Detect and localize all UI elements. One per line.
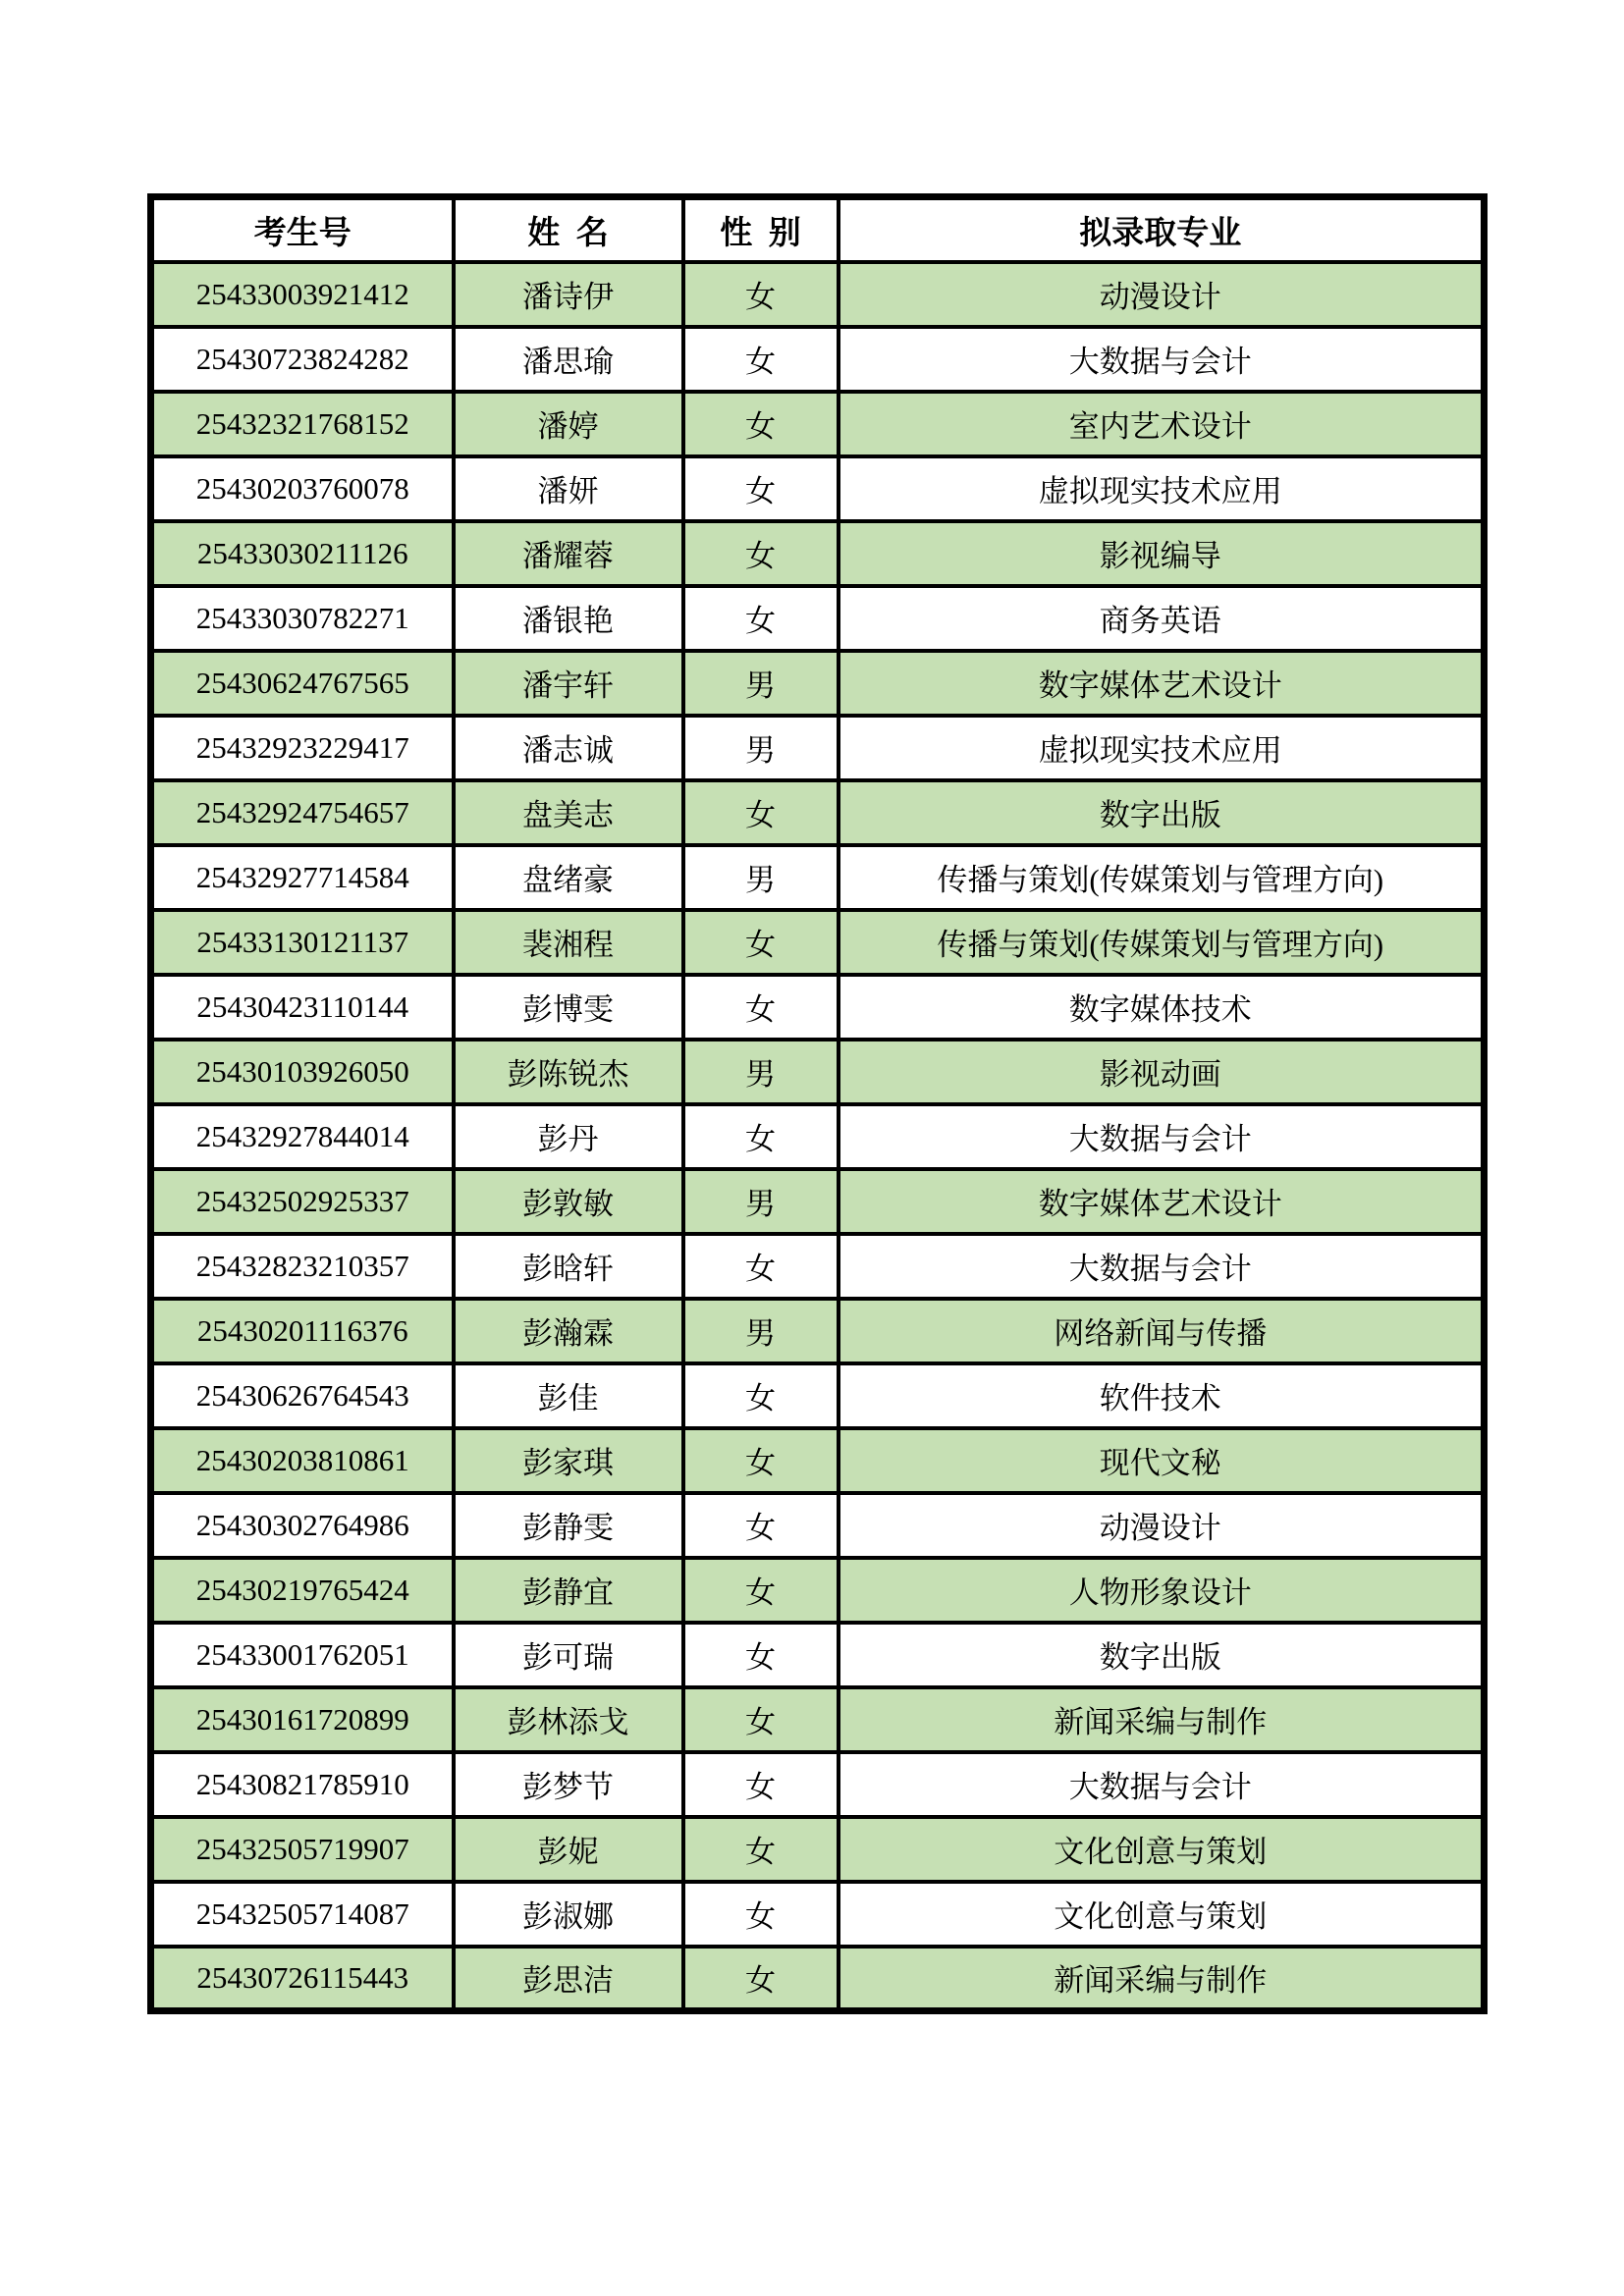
cell-id: 25432927714584 bbox=[151, 845, 454, 910]
cell-gender: 男 bbox=[683, 1169, 839, 1234]
cell-id: 25433030782271 bbox=[151, 586, 454, 651]
header-gender: 性 别 bbox=[683, 197, 839, 262]
table-row bbox=[151, 845, 1485, 910]
cell-gender: 女 bbox=[683, 456, 839, 521]
cell-id: 25430161720899 bbox=[151, 1687, 454, 1752]
cell-name: 彭思洁 bbox=[454, 1947, 683, 2011]
cell-name: 潘妍 bbox=[454, 456, 683, 521]
cell-gender: 女 bbox=[683, 521, 839, 586]
cell-gender: 女 bbox=[683, 780, 839, 845]
table-body bbox=[151, 262, 1485, 2011]
cell-major: 动漫设计 bbox=[839, 262, 1485, 327]
table-row bbox=[151, 262, 1485, 327]
cell-name: 彭梦节 bbox=[454, 1752, 683, 1817]
table-row bbox=[151, 1947, 1485, 2011]
table-row bbox=[151, 1882, 1485, 1947]
cell-major: 数字媒体艺术设计 bbox=[839, 651, 1485, 716]
cell-major: 传播与策划(传媒策划与管理方向) bbox=[839, 910, 1485, 975]
cell-major: 大数据与会计 bbox=[839, 327, 1485, 392]
cell-gender: 女 bbox=[683, 1363, 839, 1428]
cell-id: 25430203760078 bbox=[151, 456, 454, 521]
cell-name: 潘银艳 bbox=[454, 586, 683, 651]
table-row bbox=[151, 521, 1485, 586]
cell-major: 文化创意与策划 bbox=[839, 1817, 1485, 1882]
cell-id: 25430103926050 bbox=[151, 1040, 454, 1104]
table-row bbox=[151, 1623, 1485, 1687]
cell-id: 25430203810861 bbox=[151, 1428, 454, 1493]
cell-name: 彭家琪 bbox=[454, 1428, 683, 1493]
cell-id: 25432502925337 bbox=[151, 1169, 454, 1234]
cell-id: 25430626764543 bbox=[151, 1363, 454, 1428]
table-row bbox=[151, 1687, 1485, 1752]
cell-gender: 女 bbox=[683, 1817, 839, 1882]
table-row bbox=[151, 586, 1485, 651]
table-row bbox=[151, 716, 1485, 780]
table-row bbox=[151, 327, 1485, 392]
cell-id: 25430201116376 bbox=[151, 1299, 454, 1363]
cell-id: 25433130121137 bbox=[151, 910, 454, 975]
cell-name: 彭丹 bbox=[454, 1104, 683, 1169]
table-row bbox=[151, 456, 1485, 521]
header-candidate-id: 考生号 bbox=[151, 197, 454, 262]
cell-major: 影视编导 bbox=[839, 521, 1485, 586]
cell-major: 数字出版 bbox=[839, 1623, 1485, 1687]
cell-id: 25432505714087 bbox=[151, 1882, 454, 1947]
table-row bbox=[151, 1363, 1485, 1428]
cell-name: 潘耀蓉 bbox=[454, 521, 683, 586]
cell-id: 25432927844014 bbox=[151, 1104, 454, 1169]
cell-name: 彭晗轩 bbox=[454, 1234, 683, 1299]
admission-table bbox=[147, 193, 1488, 2014]
cell-gender: 女 bbox=[683, 327, 839, 392]
cell-id: 25432923229417 bbox=[151, 716, 454, 780]
cell-id: 25432823210357 bbox=[151, 1234, 454, 1299]
table-row bbox=[151, 1493, 1485, 1558]
cell-gender: 女 bbox=[683, 1687, 839, 1752]
cell-name: 彭林添戈 bbox=[454, 1687, 683, 1752]
cell-name: 彭静雯 bbox=[454, 1493, 683, 1558]
cell-id: 25430624767565 bbox=[151, 651, 454, 716]
cell-name: 盘绪豪 bbox=[454, 845, 683, 910]
cell-gender: 男 bbox=[683, 845, 839, 910]
table-header-row bbox=[151, 197, 1485, 262]
cell-gender: 女 bbox=[683, 1428, 839, 1493]
cell-id: 25433003921412 bbox=[151, 262, 454, 327]
cell-gender: 男 bbox=[683, 716, 839, 780]
cell-major: 大数据与会计 bbox=[839, 1104, 1485, 1169]
cell-id: 25432505719907 bbox=[151, 1817, 454, 1882]
cell-major: 室内艺术设计 bbox=[839, 392, 1485, 456]
cell-major: 传播与策划(传媒策划与管理方向) bbox=[839, 845, 1485, 910]
cell-major: 现代文秘 bbox=[839, 1428, 1485, 1493]
table-row bbox=[151, 1169, 1485, 1234]
cell-name: 潘志诚 bbox=[454, 716, 683, 780]
cell-major: 虚拟现实技术应用 bbox=[839, 456, 1485, 521]
cell-id: 25430423110144 bbox=[151, 975, 454, 1040]
cell-major: 网络新闻与传播 bbox=[839, 1299, 1485, 1363]
cell-gender: 女 bbox=[683, 975, 839, 1040]
cell-name: 潘宇轩 bbox=[454, 651, 683, 716]
cell-id: 25430726115443 bbox=[151, 1947, 454, 2011]
cell-name: 彭静宜 bbox=[454, 1558, 683, 1623]
cell-gender: 女 bbox=[683, 1623, 839, 1687]
cell-major: 动漫设计 bbox=[839, 1493, 1485, 1558]
cell-name: 潘婷 bbox=[454, 392, 683, 456]
cell-major: 大数据与会计 bbox=[839, 1752, 1485, 1817]
cell-name: 盘美志 bbox=[454, 780, 683, 845]
cell-major: 大数据与会计 bbox=[839, 1234, 1485, 1299]
cell-major: 文化创意与策划 bbox=[839, 1882, 1485, 1947]
table-row bbox=[151, 1817, 1485, 1882]
cell-id: 25430821785910 bbox=[151, 1752, 454, 1817]
cell-major: 新闻采编与制作 bbox=[839, 1687, 1485, 1752]
table-row bbox=[151, 1428, 1485, 1493]
cell-major: 商务英语 bbox=[839, 586, 1485, 651]
cell-name: 裴湘程 bbox=[454, 910, 683, 975]
cell-name: 彭淑娜 bbox=[454, 1882, 683, 1947]
cell-major: 数字媒体艺术设计 bbox=[839, 1169, 1485, 1234]
cell-major: 新闻采编与制作 bbox=[839, 1947, 1485, 2011]
cell-gender: 女 bbox=[683, 910, 839, 975]
cell-gender: 女 bbox=[683, 1558, 839, 1623]
cell-major: 影视动画 bbox=[839, 1040, 1485, 1104]
cell-name: 彭敦敏 bbox=[454, 1169, 683, 1234]
table-row bbox=[151, 1104, 1485, 1169]
cell-gender: 女 bbox=[683, 1104, 839, 1169]
cell-gender: 女 bbox=[683, 586, 839, 651]
cell-gender: 男 bbox=[683, 1299, 839, 1363]
cell-name: 彭博雯 bbox=[454, 975, 683, 1040]
cell-name: 彭妮 bbox=[454, 1817, 683, 1882]
cell-id: 25433030211126 bbox=[151, 521, 454, 586]
table-row bbox=[151, 1040, 1485, 1104]
cell-name: 彭可瑞 bbox=[454, 1623, 683, 1687]
cell-name: 彭陈锐杰 bbox=[454, 1040, 683, 1104]
table-row bbox=[151, 1234, 1485, 1299]
cell-id: 25430302764986 bbox=[151, 1493, 454, 1558]
cell-major: 数字出版 bbox=[839, 780, 1485, 845]
table-row bbox=[151, 1558, 1485, 1623]
cell-name: 彭佳 bbox=[454, 1363, 683, 1428]
cell-id: 25432321768152 bbox=[151, 392, 454, 456]
table-row bbox=[151, 975, 1485, 1040]
cell-gender: 女 bbox=[683, 1752, 839, 1817]
table-row bbox=[151, 1752, 1485, 1817]
header-name: 姓 名 bbox=[454, 197, 683, 262]
cell-name: 潘思瑜 bbox=[454, 327, 683, 392]
cell-gender: 男 bbox=[683, 1040, 839, 1104]
cell-id: 25430723824282 bbox=[151, 327, 454, 392]
cell-gender: 女 bbox=[683, 1493, 839, 1558]
cell-name: 潘诗伊 bbox=[454, 262, 683, 327]
table-row bbox=[151, 392, 1485, 456]
table-row bbox=[151, 910, 1485, 975]
header-major: 拟录取专业 bbox=[839, 197, 1485, 262]
cell-id: 25430219765424 bbox=[151, 1558, 454, 1623]
cell-gender: 女 bbox=[683, 1234, 839, 1299]
cell-gender: 女 bbox=[683, 262, 839, 327]
cell-name: 彭瀚霖 bbox=[454, 1299, 683, 1363]
cell-major: 软件技术 bbox=[839, 1363, 1485, 1428]
table-row bbox=[151, 780, 1485, 845]
cell-id: 25433001762051 bbox=[151, 1623, 454, 1687]
cell-id: 25432924754657 bbox=[151, 780, 454, 845]
cell-gender: 女 bbox=[683, 392, 839, 456]
table-row bbox=[151, 1299, 1485, 1363]
cell-gender: 女 bbox=[683, 1882, 839, 1947]
table-row bbox=[151, 651, 1485, 716]
cell-major: 人物形象设计 bbox=[839, 1558, 1485, 1623]
cell-gender: 男 bbox=[683, 651, 839, 716]
cell-major: 虚拟现实技术应用 bbox=[839, 716, 1485, 780]
cell-gender: 女 bbox=[683, 1947, 839, 2011]
cell-major: 数字媒体技术 bbox=[839, 975, 1485, 1040]
